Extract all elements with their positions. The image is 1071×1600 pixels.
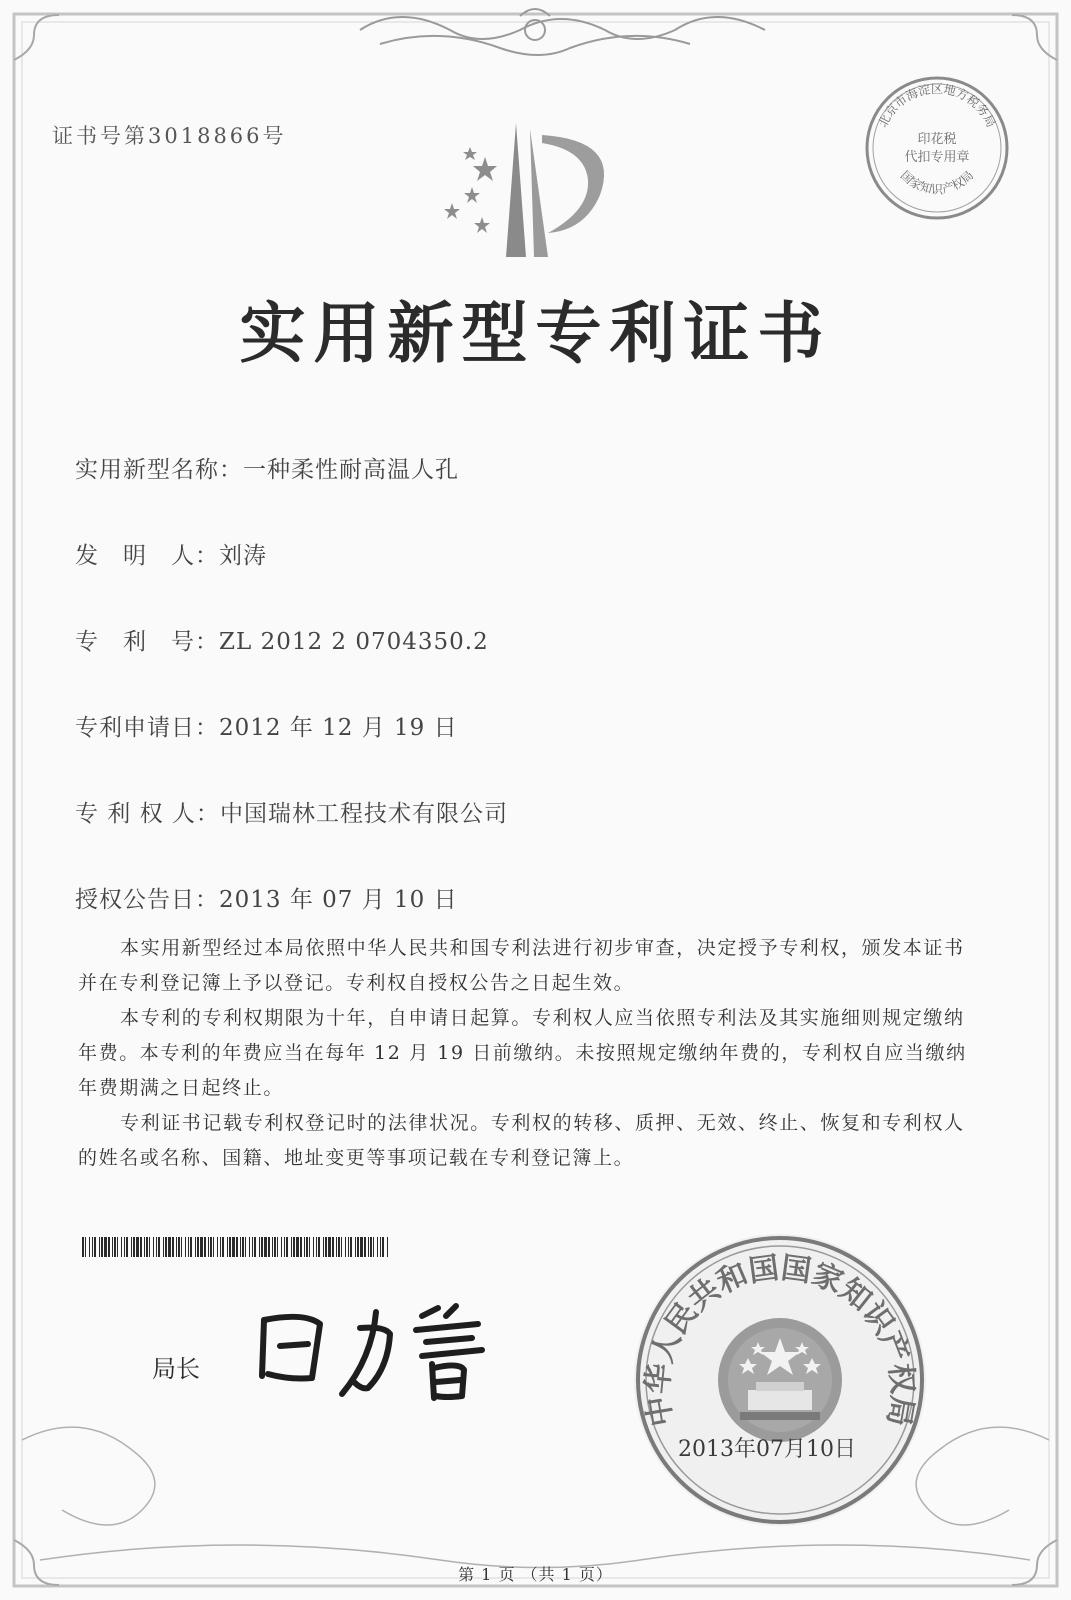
field-label: 授权公告日：	[75, 887, 219, 913]
official-seal	[630, 1230, 930, 1530]
field-value: ZL 2012 2 0704350.2	[219, 629, 489, 655]
body-paragraph: 本实用新型经过本局依照中华人民共和国专利法进行初步审查，决定授予专利权，颁发本证书并在专利登记簿上予以登记。专利权自授权公告之日起生效。	[78, 937, 965, 994]
field-inventor	[75, 537, 267, 570]
field-label: 专利申请日：	[75, 715, 219, 741]
director-signature	[250, 1298, 510, 1408]
tax-stamp-outer-text: 北京市海淀区地方税务局	[875, 82, 999, 130]
field-value: 中国瑞林工程技术有限公司	[219, 801, 508, 827]
body-paragraph: 本专利的专利权期限为十年，自申请日起算。专利权人应当依照专利法及其实施细则规定缴纳年费。本专利的年费应当在每年 12 月 19 日前缴纳。未按照规定缴纳年费的，专利权自应当缴纳年费期满之日起终止。	[78, 1007, 967, 1099]
director-label: 局长	[152, 1355, 200, 1383]
certificate-number: 证书号第3018866号	[52, 124, 287, 148]
tax-stamp	[862, 73, 1012, 223]
page-indicator: 第 1 页 （共 1 页）	[458, 1565, 613, 1584]
field-value: 刘涛	[219, 543, 267, 569]
field-patentee	[75, 795, 508, 828]
national-emblem-icon	[718, 1318, 842, 1442]
field-label: 专 利 号：	[75, 629, 219, 655]
field-value: 2013 年 07 月 10 日	[219, 887, 458, 913]
field-publication-date	[75, 881, 458, 914]
field-application-date	[75, 709, 458, 742]
seal-date: 2013年07月10日	[678, 1437, 856, 1462]
field-utility-model-name	[75, 451, 459, 484]
field-label: 专 利 权 人：	[75, 801, 220, 827]
field-label: 实用新型名称：	[75, 457, 243, 483]
svg-text:国家知识产权局	[898, 168, 976, 196]
field-value: 2012 年 12 月 19 日	[219, 715, 458, 741]
tax-stamp-line2: 代扣专用章	[904, 150, 970, 165]
field-patent-number	[75, 623, 489, 656]
seal-text: 中华人民共和国国家知识产权局	[640, 1250, 920, 1429]
field-label: 发 明 人：	[75, 543, 219, 569]
tax-stamp-bottom-text: 国家知识产权局	[897, 168, 977, 197]
tax-stamp-line1: 印花税	[917, 132, 957, 147]
certificate-title: 实用新型专利证书	[239, 295, 832, 372]
field-value: 一种柔性耐高温人孔	[243, 457, 459, 483]
patent-office-logo	[430, 115, 630, 265]
body-paragraph: 专利证书记载专利权登记时的法律状况。专利权的转移、质押、无效、终止、恢复和专利权人的姓名或名称、国籍、地址变更等事项记载在专利登记簿上。	[78, 1112, 965, 1169]
barcode	[82, 1237, 388, 1257]
svg-text:北京市海淀区地方税务局	[876, 81, 999, 129]
